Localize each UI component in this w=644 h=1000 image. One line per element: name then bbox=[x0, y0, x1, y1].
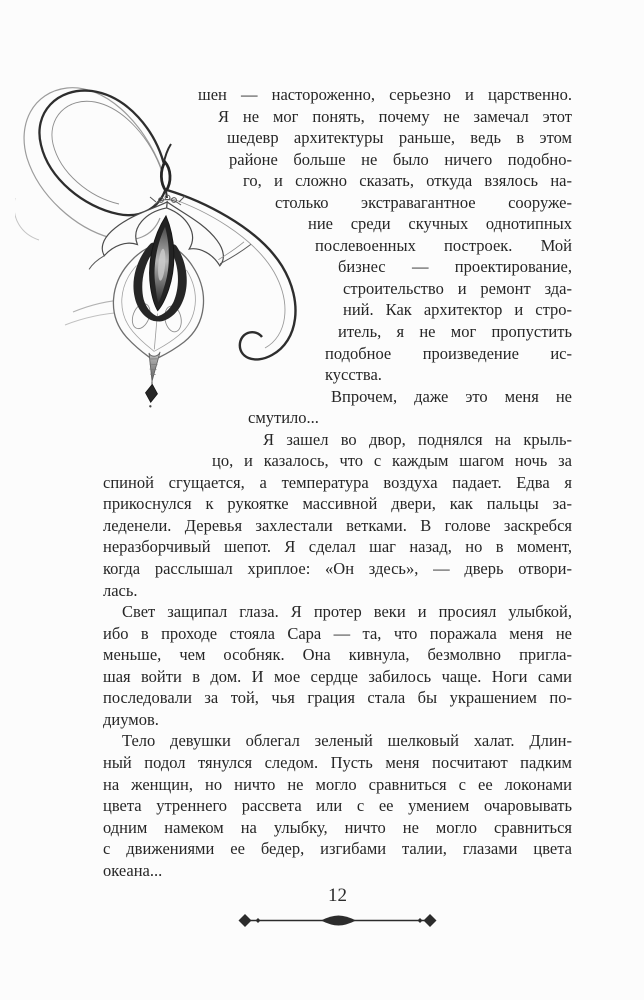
text-line: подобное произведение ис- bbox=[325, 343, 572, 363]
text-line: Я зашел во двор, поднялся на крыль- bbox=[263, 429, 572, 449]
footer-divider-ornament bbox=[233, 911, 443, 931]
text-line: цвета утреннего рассвета или с ее умением очаровывать bbox=[103, 796, 572, 816]
center-lens-icon bbox=[321, 916, 356, 926]
text-line: ние среди скучных однотипных bbox=[308, 214, 572, 234]
left-diamond-icon bbox=[239, 914, 252, 927]
text-line: смутило... bbox=[248, 408, 319, 428]
text-line: меньше, чем особняк. Она кивнула, безмолвно пригла- bbox=[103, 645, 572, 665]
text-line: шедевр архитектуры раньше, ведь в этом bbox=[227, 128, 572, 148]
text-line: последовали за той, чья грация стала бы украшением по- bbox=[103, 688, 572, 708]
text-line: Я не мог понять, почему не замечал этот bbox=[218, 106, 572, 126]
text-line: Свет защипал глаза. Я протер веки и просиял улыбкой, bbox=[122, 602, 572, 622]
text-line: районе больше не было ничего подобно- bbox=[229, 149, 572, 169]
text-line: ибо в проходе стояла Сара — та, что поражала меня не bbox=[103, 623, 572, 643]
text-line: ный подол тянулся следом. Пусть меня посчитают падким bbox=[103, 752, 572, 772]
text-line: ний. Как архитектор и стро- bbox=[343, 300, 572, 320]
text-line: столько экстравагантное сооруже- bbox=[275, 192, 572, 212]
text-line: шен — настороженно, серьезно и царственно. bbox=[198, 85, 572, 104]
text-line: неразборчивый шепот. Я сделал шаг назад, но в момент, bbox=[103, 537, 572, 557]
right-dot-icon bbox=[418, 918, 423, 923]
text-line: диумов. bbox=[103, 709, 159, 729]
right-diamond-icon bbox=[424, 914, 437, 927]
text-line: итель, я не мог пропустить bbox=[338, 322, 572, 342]
text-line: леденели. Деревья захлестали ветками. В голове заскребся bbox=[103, 515, 572, 535]
text-line: Впрочем, даже это меня не bbox=[331, 386, 572, 406]
text-line: одним намеком на улыбку, ничто не могло сравниться bbox=[103, 817, 572, 837]
text-line: прикоснулся к рукоятке массивной двери, как пальцы за- bbox=[103, 494, 572, 514]
page-text bbox=[103, 84, 572, 881]
text-line: цо, и казалось, что с каждым шагом ночь за bbox=[212, 451, 572, 471]
text-line: лась. bbox=[103, 580, 138, 600]
text-line: шая войти в дом. И мое сердце забилось чаще. Ноги сами bbox=[103, 666, 572, 686]
text-line: послевоенных построек. Мой bbox=[315, 235, 572, 255]
text-line: бизнес — проектирование, bbox=[338, 257, 572, 277]
page-number: 12 bbox=[328, 885, 347, 906]
text-line: Тело девушки облегал зеленый шелковый халат. Длин- bbox=[122, 731, 572, 751]
text-line: на женщин, но ничто не могло сравниться с ее локонами bbox=[103, 774, 572, 794]
text-line: океана... bbox=[103, 860, 163, 880]
text-line: спиной сгущается, а температура воздуха падает. Едва я bbox=[103, 472, 572, 492]
text-line: когда расслышал хриплое: «Он здесь», — дверь отвори- bbox=[103, 559, 572, 579]
text-line: кусства. bbox=[325, 365, 382, 385]
left-dot-icon bbox=[256, 918, 261, 923]
text-line: с движениями ее бедер, изгибами талии, глазами цвета bbox=[103, 839, 572, 859]
text-line: строительство и ремонт зда- bbox=[343, 278, 572, 298]
text-line: го, и сложно сказать, откуда взялось на- bbox=[243, 171, 572, 191]
